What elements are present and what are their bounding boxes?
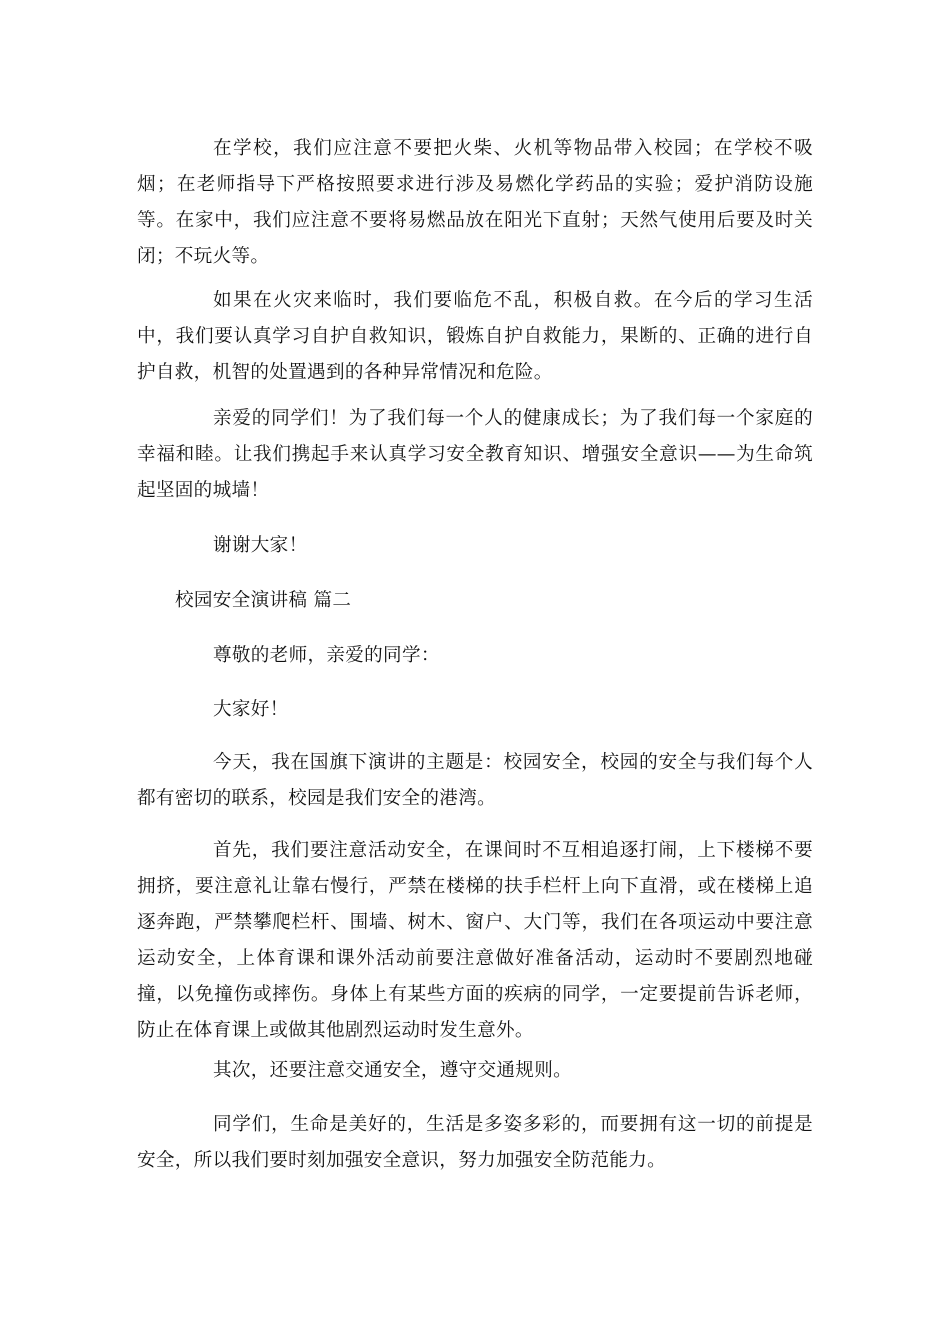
paragraph-school-fire-safety: 在学校，我们应注意不要把火柴、火机等物品带入校园；在学校不吸烟；在老师指导下严格按照要求进行涉及易燃化学药品的实验；爱护消防设施等。在家中，我们应注意不要将易燃品放在阳光下直射；天然气使用后要及时关闭；不玩火等。 bbox=[137, 138, 813, 267]
paragraph-greeting: 大家好！ bbox=[213, 699, 289, 720]
paragraph-conclusion: 同学们，生命是美好的，生活是多姿多彩的，而要拥有这一切的前提是安全，所以我们要时刻加强安全意识，努力加强安全防范能力。 bbox=[137, 1114, 813, 1171]
paragraph-activity-safety: 首先，我们要注意活动安全，在课间时不互相追逐打闹，上下楼梯不要拥挤，要注意礼让靠右慢行，严禁在楼梯的扶手栏杆上向下直滑，或在楼梯上追逐奔跑，严禁攀爬栏杆、围墙、树木、窗户、大门等，我们在各项运动中要注意运动安全，上体育课和课外活动前要注意做好准备活动，运动时不要剧烈地碰撞，以免撞伤或摔伤。身体上有某些方面的疾病的同学，一定要提前告诉老师，防止在体育课上或做其他剧烈运动时发生意外。 bbox=[137, 840, 813, 1041]
paragraph-traffic-safety: 其次，还要注意交通安全，遵守交通规则。 bbox=[213, 1060, 572, 1081]
paragraph-salutation: 尊敬的老师，亲爱的同学： bbox=[213, 645, 440, 666]
paragraph-closing-appeal: 亲爱的同学们！为了我们每一个人的健康成长；为了我们每一个家庭的幸福和睦。让我们携起手来认真学习安全教育知识、增强安全意识——为生命筑起坚固的城墙！ bbox=[137, 408, 813, 501]
paragraph-fire-self-rescue: 如果在火灾来临时，我们要临危不乱，积极自救。在今后的学习生活中，我们要认真学习自护自救知识，锻炼自护自救能力，果断的、正确的进行自护自救，机智的处置遇到的各种异常情况和危险。 bbox=[137, 290, 813, 383]
paragraph-thanks: 谢谢大家！ bbox=[213, 535, 308, 556]
section-title: 校园安全演讲稿 篇二 bbox=[175, 590, 352, 611]
paragraph-speech-topic: 今天，我在国旗下演讲的主题是：校园安全，校园的安全与我们每个人都有密切的联系，校园是我们安全的港湾。 bbox=[137, 752, 813, 809]
